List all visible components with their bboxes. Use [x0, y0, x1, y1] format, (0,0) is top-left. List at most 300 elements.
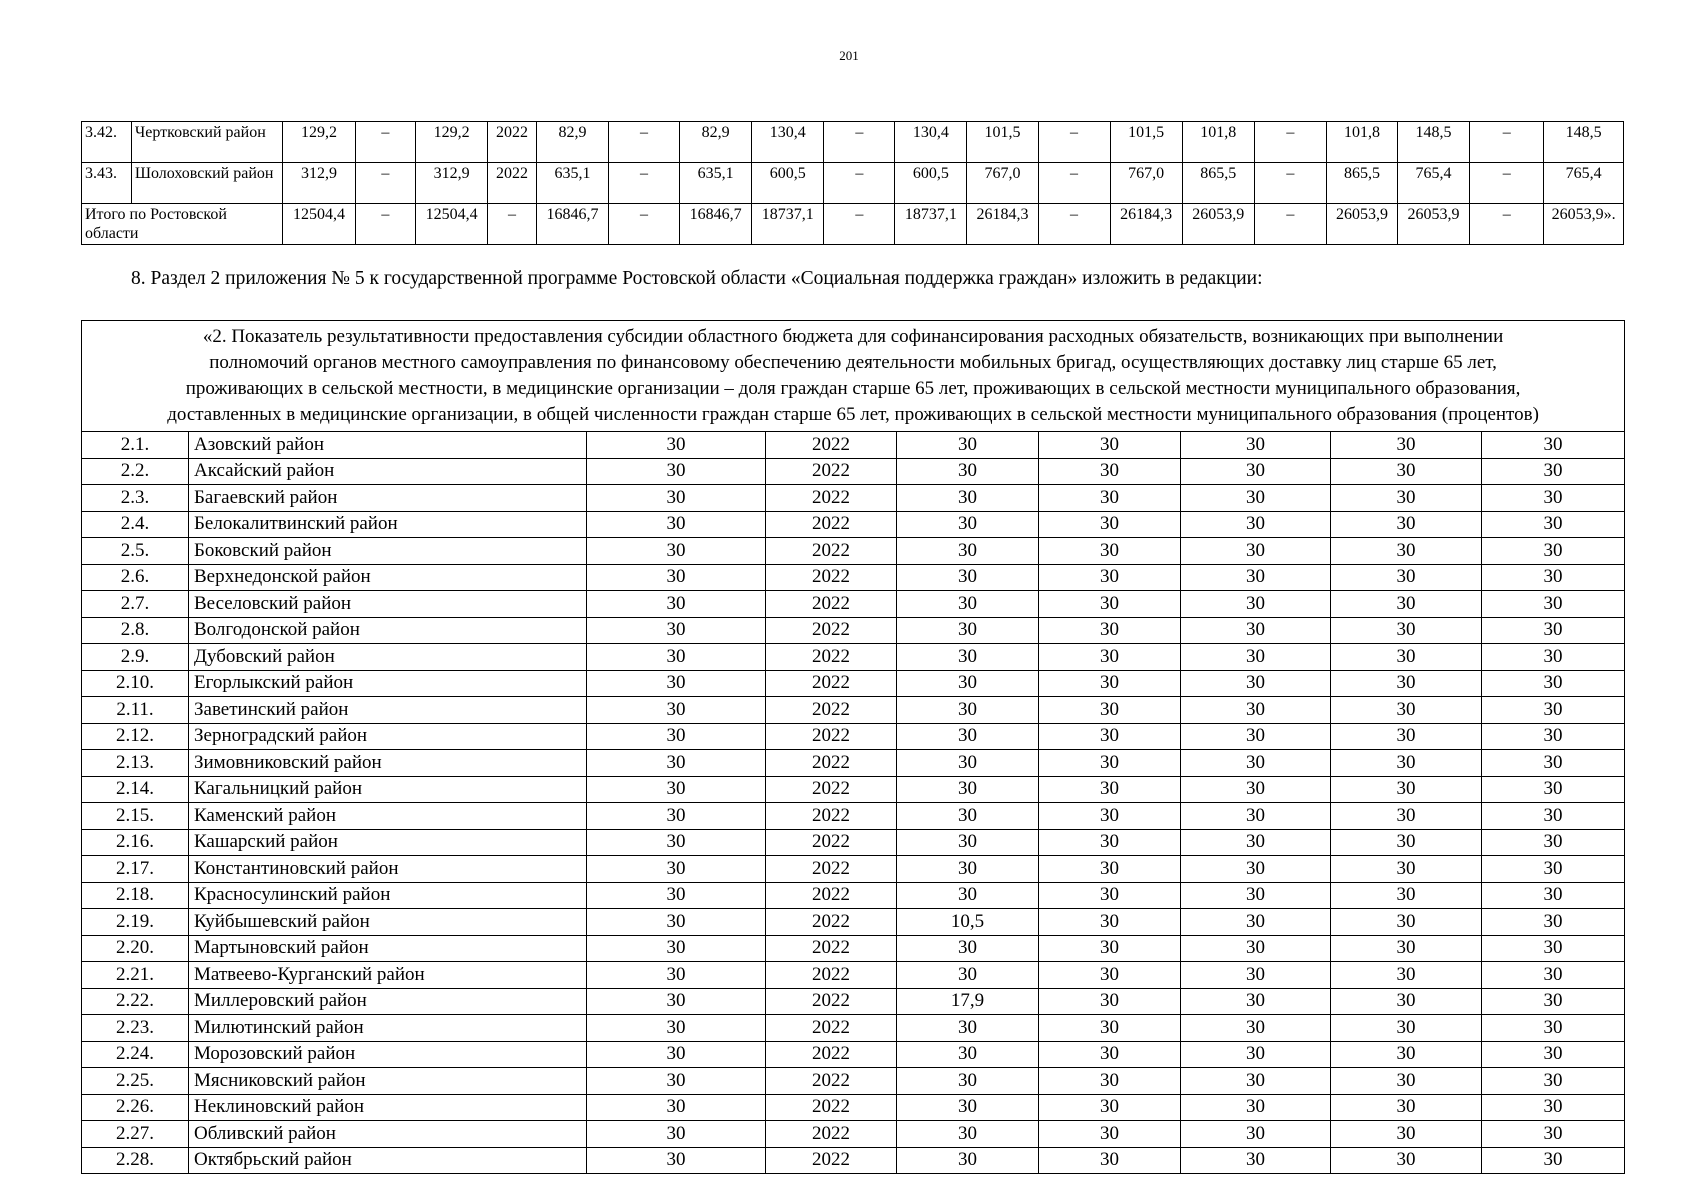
value-cell: 129,2	[416, 122, 488, 163]
value-cell: –	[355, 204, 415, 245]
value-cell: 30	[587, 723, 766, 750]
value-cell: 16846,7	[680, 204, 752, 245]
district-name: Мартыновский район	[189, 935, 587, 962]
value-cell: 2022	[766, 1094, 897, 1121]
value-cell: 30	[1482, 803, 1625, 830]
value-cell: 2022	[766, 485, 897, 512]
continued-budget-table	[81, 121, 1624, 245]
value-cell: 148,5	[1544, 122, 1624, 163]
row-number: 2.10.	[82, 670, 189, 697]
header-line: полномочий органов местного самоуправления по финансовому обеспечению деятельности мобильных бригад, осуществляющих доставку лиц старше 65 лет,	[209, 352, 1497, 373]
value-cell: 30	[1482, 988, 1625, 1015]
table-row	[82, 538, 1625, 565]
value-cell: 30	[1331, 1147, 1482, 1174]
value-cell: –	[355, 163, 415, 204]
value-cell: 2022	[766, 829, 897, 856]
value-cell: 82,9	[680, 122, 752, 163]
value-cell: 30	[897, 1121, 1039, 1148]
district-name: Мясниковский район	[189, 1068, 587, 1095]
value-cell: 30	[897, 750, 1039, 777]
value-cell: 30	[1331, 882, 1482, 909]
value-cell: 30	[897, 935, 1039, 962]
value-cell: 30	[1181, 1068, 1331, 1095]
value-cell: 2022	[766, 432, 897, 459]
row-number: 2.18.	[82, 882, 189, 909]
value-cell: 2022	[766, 856, 897, 883]
indicator-table	[81, 320, 1625, 1174]
value-cell: 30	[1039, 1121, 1181, 1148]
value-cell: 30	[1039, 856, 1181, 883]
value-cell: 30	[897, 882, 1039, 909]
row-number: 2.14.	[82, 776, 189, 803]
district-name: Боковский район	[189, 538, 587, 565]
value-cell: 2022	[766, 909, 897, 936]
value-cell: 2022	[766, 750, 897, 777]
value-cell: 30	[1482, 432, 1625, 459]
row-number: 2.6.	[82, 564, 189, 591]
value-cell: –	[488, 204, 537, 245]
value-cell: 30	[587, 1121, 766, 1148]
table-row	[82, 935, 1625, 962]
table-row	[82, 670, 1625, 697]
table-row	[82, 485, 1625, 512]
value-cell: 30	[1331, 538, 1482, 565]
value-cell: 30	[1039, 829, 1181, 856]
value-cell: –	[1254, 122, 1326, 163]
value-cell: 30	[1482, 776, 1625, 803]
value-cell: 30	[587, 829, 766, 856]
table-row	[82, 511, 1625, 538]
value-cell: 30	[1482, 909, 1625, 936]
value-cell: 2022	[766, 935, 897, 962]
value-cell: 30	[897, 962, 1039, 989]
value-cell: 30	[1482, 750, 1625, 777]
district-name: Шолоховский район	[131, 163, 283, 204]
value-cell: 2022	[766, 988, 897, 1015]
value-cell: 30	[1039, 750, 1181, 777]
table-row	[82, 591, 1625, 618]
table-row	[82, 122, 1624, 163]
value-cell: 30	[1181, 564, 1331, 591]
row-number: 2.17.	[82, 856, 189, 883]
value-cell: 30	[1181, 458, 1331, 485]
value-cell: 130,4	[752, 122, 824, 163]
value-cell: –	[824, 122, 895, 163]
value-cell: 30	[587, 1147, 766, 1174]
row-number: 2.21.	[82, 962, 189, 989]
value-cell: 30	[1039, 1041, 1181, 1068]
value-cell: 30	[1482, 1015, 1625, 1042]
value-cell: 30	[1331, 1068, 1482, 1095]
value-cell: 30	[1181, 935, 1331, 962]
value-cell: 30	[1482, 1041, 1625, 1068]
page-number: 201	[839, 48, 859, 63]
value-cell: 10,5	[897, 909, 1039, 936]
value-cell: 26053,9	[1326, 204, 1397, 245]
value-cell: 30	[1482, 1147, 1625, 1174]
value-cell: 2022	[766, 511, 897, 538]
value-cell: –	[824, 204, 895, 245]
value-cell: 30	[1181, 776, 1331, 803]
value-cell: 30	[587, 856, 766, 883]
value-cell: 30	[1039, 776, 1181, 803]
district-name: Белокалитвинский район	[189, 511, 587, 538]
value-cell: 30	[897, 617, 1039, 644]
row-number: 2.7.	[82, 591, 189, 618]
district-name: Егорлыкский район	[189, 670, 587, 697]
value-cell: 30	[1331, 564, 1482, 591]
value-cell: 30	[1331, 617, 1482, 644]
value-cell: 30	[1482, 1094, 1625, 1121]
value-cell: 30	[897, 1147, 1039, 1174]
header-line: доставленных в медицинские организации, в общей численности граждан старше 65 лет, проживающих в сельской местности муниципального образования (процентов)	[167, 404, 1539, 425]
value-cell: 30	[587, 511, 766, 538]
district-name: Дубовский район	[189, 644, 587, 671]
amendment-paragraph: 8. Раздел 2 приложения № 5 к государственной программе Ростовской области «Социальная поддержка граждан» изложить в редакции:	[131, 268, 1263, 289]
row-number: 2.19.	[82, 909, 189, 936]
table-row	[82, 723, 1625, 750]
value-cell: 30	[1181, 1041, 1331, 1068]
value-cell: 30	[897, 1015, 1039, 1042]
value-cell: 2022	[766, 1121, 897, 1148]
value-cell: 30	[897, 511, 1039, 538]
value-cell: 18737,1	[752, 204, 824, 245]
value-cell: 30	[1181, 538, 1331, 565]
table-row	[82, 1015, 1625, 1042]
row-number: 2.4.	[82, 511, 189, 538]
value-cell: –	[1470, 204, 1544, 245]
value-cell: 30	[587, 1094, 766, 1121]
value-cell: 30	[1039, 909, 1181, 936]
value-cell: 30	[1039, 458, 1181, 485]
value-cell: 30	[1181, 644, 1331, 671]
value-cell: 30	[1331, 723, 1482, 750]
row-number: 3.43.	[82, 163, 132, 204]
value-cell: –	[1470, 122, 1544, 163]
value-cell: 30	[1331, 670, 1482, 697]
value-cell: 2022	[766, 803, 897, 830]
value-cell: 30	[587, 776, 766, 803]
value-cell: 101,5	[1110, 122, 1182, 163]
value-cell: 30	[897, 670, 1039, 697]
value-cell: 2022	[766, 564, 897, 591]
value-cell: 30	[1331, 829, 1482, 856]
value-cell: 30	[1331, 776, 1482, 803]
table-row	[82, 1147, 1625, 1174]
value-cell: 30	[897, 1041, 1039, 1068]
table-row	[82, 644, 1625, 671]
value-cell: 26184,3	[1110, 204, 1182, 245]
value-cell: 30	[1331, 511, 1482, 538]
value-cell: 30	[897, 697, 1039, 724]
value-cell: 767,0	[967, 163, 1038, 204]
total-label: Итого по Ростовской области	[82, 204, 283, 245]
value-cell: 30	[897, 432, 1039, 459]
district-name: Кагальницкий район	[189, 776, 587, 803]
district-name: Куйбышевский район	[189, 909, 587, 936]
value-cell: 30	[1331, 1121, 1482, 1148]
value-cell: 2022	[766, 670, 897, 697]
value-cell: 30	[1482, 670, 1625, 697]
district-name: Константиновский район	[189, 856, 587, 883]
row-number: 2.24.	[82, 1041, 189, 1068]
value-cell: 30	[587, 1068, 766, 1095]
row-number: 2.8.	[82, 617, 189, 644]
district-name: Матвеево-Курганский район	[189, 962, 587, 989]
value-cell: 30	[897, 803, 1039, 830]
value-cell: 865,5	[1326, 163, 1397, 204]
row-number: 2.15.	[82, 803, 189, 830]
value-cell: 30	[1331, 1015, 1482, 1042]
table-row	[82, 458, 1625, 485]
value-cell: 30	[1039, 1068, 1181, 1095]
district-name: Миллеровский район	[189, 988, 587, 1015]
table-row	[82, 962, 1625, 989]
district-name: Обливский район	[189, 1121, 587, 1148]
value-cell: 30	[1181, 988, 1331, 1015]
row-number: 2.26.	[82, 1094, 189, 1121]
value-cell: 30	[1039, 1147, 1181, 1174]
value-cell: 30	[1482, 935, 1625, 962]
value-cell: 101,5	[967, 122, 1038, 163]
row-number: 2.16.	[82, 829, 189, 856]
row-number: 2.27.	[82, 1121, 189, 1148]
value-cell: 30	[1331, 432, 1482, 459]
row-number: 3.42.	[82, 122, 132, 163]
value-cell: 18737,1	[895, 204, 967, 245]
table-row	[82, 1121, 1625, 1148]
value-cell: 30	[1482, 458, 1625, 485]
value-cell: 635,1	[680, 163, 752, 204]
value-cell: 2022	[766, 1068, 897, 1095]
row-number: 2.11.	[82, 697, 189, 724]
header-line: проживающих в сельской местности, в медицинские организации – доля граждан старше 65 лет, проживающих в сельской местности муниципального образования,	[185, 378, 1521, 399]
value-cell: 30	[1331, 458, 1482, 485]
value-cell: 30	[1331, 935, 1482, 962]
value-cell: 2022	[488, 163, 537, 204]
value-cell: 17,9	[897, 988, 1039, 1015]
value-cell: 129,2	[283, 122, 355, 163]
table-row	[82, 697, 1625, 724]
row-number: 2.28.	[82, 1147, 189, 1174]
table-row	[82, 882, 1625, 909]
value-cell: 30	[1331, 591, 1482, 618]
value-cell: 2022	[766, 458, 897, 485]
value-cell: 30	[897, 829, 1039, 856]
value-cell: 30	[1331, 644, 1482, 671]
value-cell: 30	[1039, 432, 1181, 459]
value-cell: 30	[1331, 803, 1482, 830]
value-cell: 312,9	[416, 163, 488, 204]
value-cell: 30	[897, 538, 1039, 565]
value-cell: 2022	[766, 1147, 897, 1174]
value-cell: 30	[1181, 432, 1331, 459]
row-number: 2.13.	[82, 750, 189, 777]
value-cell: 30	[1331, 697, 1482, 724]
value-cell: 30	[587, 697, 766, 724]
district-name: Зерноградский район	[189, 723, 587, 750]
value-cell: 30	[897, 458, 1039, 485]
value-cell: 26053,9».	[1544, 204, 1624, 245]
value-cell: 30	[587, 644, 766, 671]
row-number: 2.1.	[82, 432, 189, 459]
district-name: Заветинский район	[189, 697, 587, 724]
header-line: «2. Показатель результативности предоставления субсидии областного бюджета для софинансирования расходных обязательств, возникающих при выполнении	[202, 326, 1504, 347]
district-name: Красносулинский район	[189, 882, 587, 909]
value-cell: 30	[1039, 1094, 1181, 1121]
value-cell: 30	[897, 1094, 1039, 1121]
value-cell: 30	[587, 617, 766, 644]
value-cell: 30	[587, 1015, 766, 1042]
value-cell: 30	[1181, 697, 1331, 724]
district-name: Аксайский район	[189, 458, 587, 485]
value-cell: 30	[1482, 485, 1625, 512]
value-cell: 30	[1039, 564, 1181, 591]
value-cell: 30	[1181, 1147, 1331, 1174]
district-name: Милютинский район	[189, 1015, 587, 1042]
table-row	[82, 829, 1625, 856]
value-cell: 30	[1039, 935, 1181, 962]
value-cell: 30	[897, 485, 1039, 512]
value-cell: 130,4	[895, 122, 967, 163]
value-cell: 30	[1039, 485, 1181, 512]
table-row	[82, 432, 1625, 459]
value-cell: 30	[587, 935, 766, 962]
value-cell: 30	[897, 776, 1039, 803]
value-cell: 30	[1039, 962, 1181, 989]
table-row	[82, 1041, 1625, 1068]
district-name: Неклиновский район	[189, 1094, 587, 1121]
value-cell: –	[1038, 163, 1110, 204]
value-cell: 2022	[766, 1041, 897, 1068]
value-cell: 767,0	[1110, 163, 1182, 204]
value-cell: 12504,4	[283, 204, 355, 245]
value-cell: 30	[587, 909, 766, 936]
district-name: Волгодонской район	[189, 617, 587, 644]
value-cell: 30	[1331, 485, 1482, 512]
value-cell: 30	[1039, 723, 1181, 750]
value-cell: 30	[1482, 856, 1625, 883]
value-cell: 865,5	[1182, 163, 1254, 204]
value-cell: 30	[1039, 882, 1181, 909]
district-name: Каменский район	[189, 803, 587, 830]
value-cell: 30	[1331, 750, 1482, 777]
table-row	[82, 163, 1624, 204]
value-cell: 30	[1482, 1068, 1625, 1095]
value-cell: 30	[1181, 617, 1331, 644]
value-cell: 2022	[766, 617, 897, 644]
indicator-header-row	[82, 321, 1625, 432]
value-cell: 30	[897, 856, 1039, 883]
value-cell: 30	[1482, 882, 1625, 909]
value-cell: 30	[1039, 538, 1181, 565]
value-cell: 30	[1181, 909, 1331, 936]
value-cell: 30	[1181, 485, 1331, 512]
value-cell: 30	[897, 644, 1039, 671]
value-cell: 2022	[766, 591, 897, 618]
value-cell: 30	[1181, 1121, 1331, 1148]
value-cell: 30	[1331, 962, 1482, 989]
value-cell: 2022	[766, 882, 897, 909]
value-cell: 30	[1482, 591, 1625, 618]
value-cell: 600,5	[895, 163, 967, 204]
table-row	[82, 1094, 1625, 1121]
value-cell: 30	[1181, 750, 1331, 777]
value-cell: 30	[1039, 1015, 1181, 1042]
district-name: Верхнедонской район	[189, 564, 587, 591]
value-cell: 30	[1482, 697, 1625, 724]
value-cell: 30	[1331, 988, 1482, 1015]
value-cell: 2022	[766, 538, 897, 565]
value-cell: 30	[1039, 697, 1181, 724]
value-cell: 16846,7	[536, 204, 608, 245]
value-cell: 2022	[766, 644, 897, 671]
value-cell: 765,4	[1544, 163, 1624, 204]
value-cell: 30	[1039, 617, 1181, 644]
value-cell: 30	[587, 591, 766, 618]
value-cell: 30	[1482, 962, 1625, 989]
value-cell: –	[1038, 204, 1110, 245]
table-row	[82, 1068, 1625, 1095]
value-cell: 30	[587, 670, 766, 697]
value-cell: 30	[587, 538, 766, 565]
value-cell: –	[609, 122, 680, 163]
value-cell: 30	[1331, 909, 1482, 936]
value-cell: 30	[1039, 591, 1181, 618]
district-name: Багаевский район	[189, 485, 587, 512]
value-cell: –	[609, 204, 680, 245]
value-cell: 82,9	[536, 122, 608, 163]
value-cell: 30	[1331, 1094, 1482, 1121]
value-cell: 2022	[766, 697, 897, 724]
value-cell: 30	[587, 458, 766, 485]
value-cell: 30	[1482, 564, 1625, 591]
value-cell: 312,9	[283, 163, 355, 204]
value-cell: 148,5	[1397, 122, 1469, 163]
value-cell: 30	[587, 564, 766, 591]
value-cell: 2022	[766, 723, 897, 750]
total-row	[82, 204, 1624, 245]
row-number: 2.2.	[82, 458, 189, 485]
value-cell: –	[1254, 163, 1326, 204]
value-cell: 765,4	[1397, 163, 1469, 204]
value-cell: 600,5	[752, 163, 824, 204]
value-cell: –	[609, 163, 680, 204]
district-name: Зимовниковский район	[189, 750, 587, 777]
value-cell: 30	[1181, 1094, 1331, 1121]
value-cell: 30	[1181, 882, 1331, 909]
district-name: Чертковский район	[131, 122, 283, 163]
district-name: Веселовский район	[189, 591, 587, 618]
value-cell: 30	[1181, 962, 1331, 989]
table-row	[82, 988, 1625, 1015]
value-cell: 30	[587, 962, 766, 989]
value-cell: 30	[587, 485, 766, 512]
value-cell: 30	[1181, 856, 1331, 883]
row-number: 2.22.	[82, 988, 189, 1015]
value-cell: –	[824, 163, 895, 204]
district-name: Кашарский район	[189, 829, 587, 856]
value-cell: 30	[587, 988, 766, 1015]
value-cell: 26053,9	[1397, 204, 1469, 245]
row-number: 2.5.	[82, 538, 189, 565]
row-number: 2.12.	[82, 723, 189, 750]
value-cell: 101,8	[1326, 122, 1397, 163]
row-number: 2.9.	[82, 644, 189, 671]
value-cell: 30	[587, 432, 766, 459]
row-number: 2.23.	[82, 1015, 189, 1042]
value-cell: 30	[1181, 670, 1331, 697]
